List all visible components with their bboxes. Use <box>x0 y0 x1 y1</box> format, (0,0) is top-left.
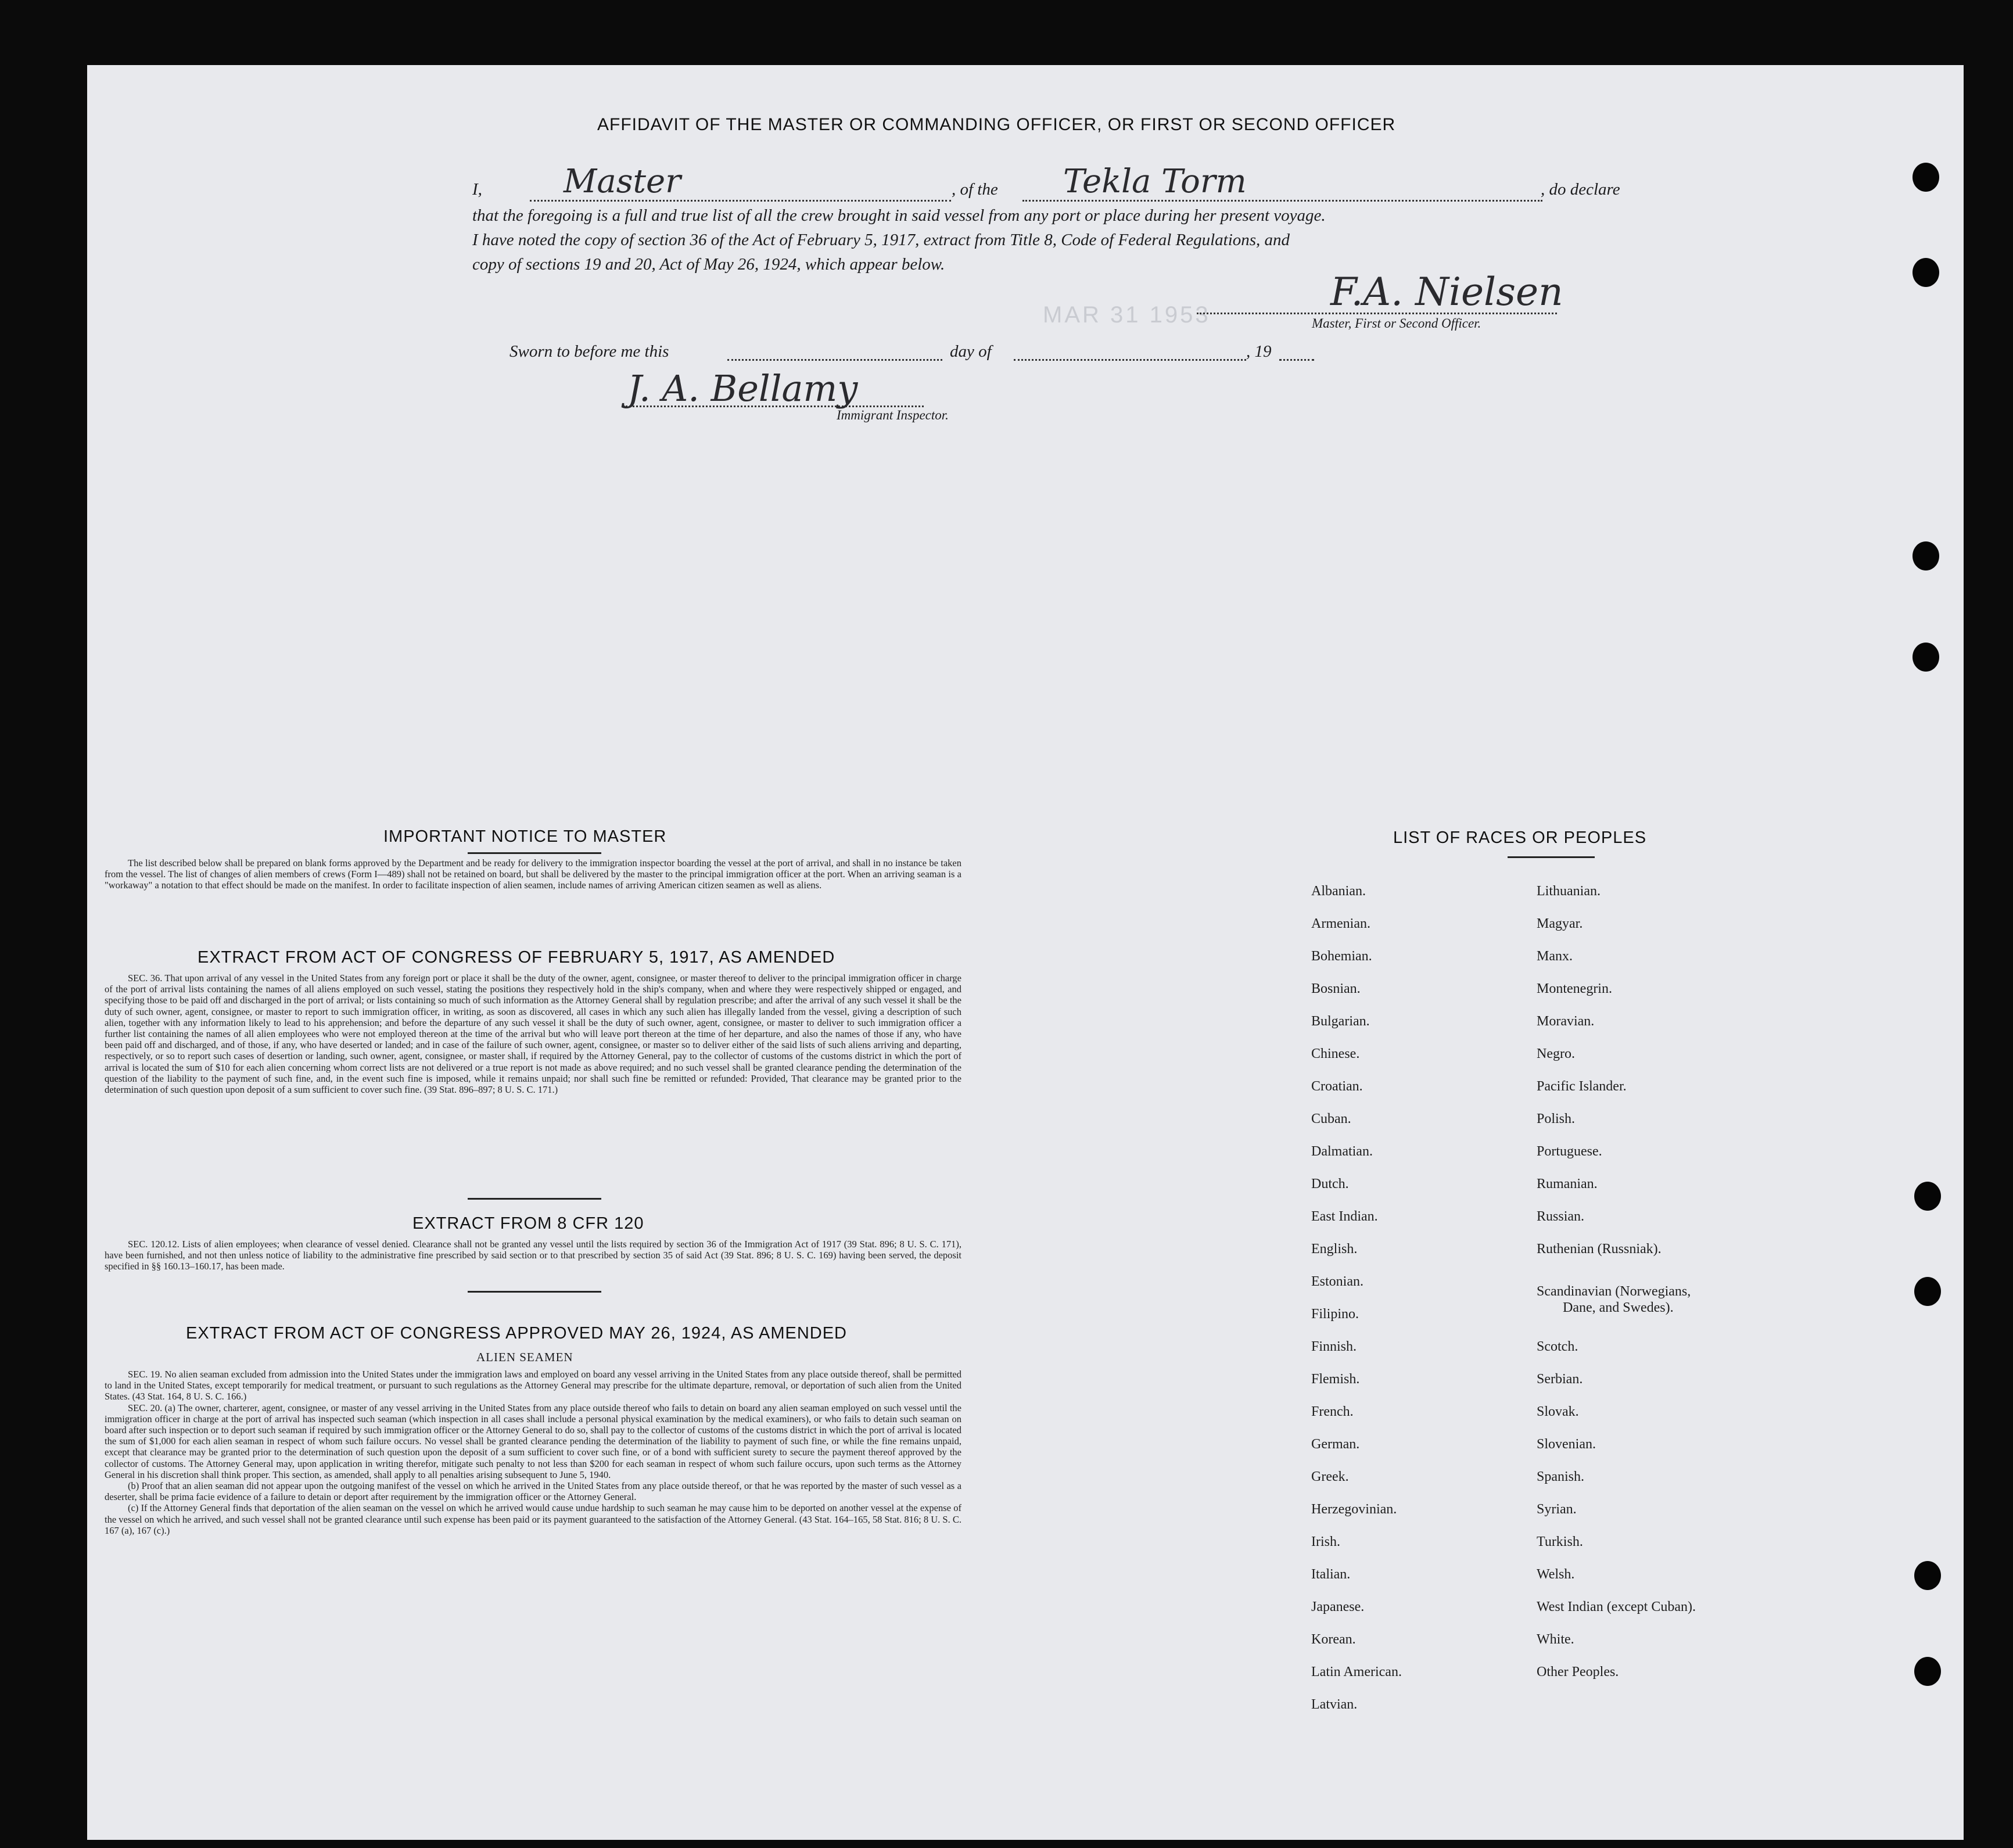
extract-1917-title: EXTRACT FROM ACT OF CONGRESS OF FEBRUARY 5, 1917, AS AMENDED <box>198 948 835 967</box>
races-title: LIST OF RACES OR PEOPLES <box>1393 828 1647 847</box>
sworn-date-line <box>727 359 942 361</box>
extract-cfr-title: EXTRACT FROM 8 CFR 120 <box>412 1214 644 1233</box>
race-item: Turkish. <box>1537 1534 1583 1549</box>
race-item: Rumanian. <box>1537 1176 1598 1192</box>
race-item: White. <box>1537 1632 1574 1647</box>
race-item: Bosnian. <box>1311 981 1361 996</box>
race-item: Filipino. <box>1311 1307 1359 1322</box>
race-item: Syrian. <box>1537 1502 1577 1517</box>
extract-1924-title: EXTRACT FROM ACT OF CONGRESS APPROVED MAY 26, 1924, AS AMENDED <box>186 1324 847 1343</box>
race-item: Bohemian. <box>1311 949 1372 964</box>
extract-1924-body <box>105 1369 961 1536</box>
race-item: Moravian. <box>1537 1014 1595 1029</box>
race-item: Finnish. <box>1311 1339 1357 1354</box>
race-item: Magyar. <box>1537 916 1583 931</box>
race-item: Estonian. <box>1311 1274 1363 1289</box>
sworn-day-of: day of <box>950 342 992 361</box>
race-item: Irish. <box>1311 1534 1340 1549</box>
race-item: Ruthenian (Russniak). <box>1537 1241 1662 1257</box>
document-sheet <box>87 65 1964 1840</box>
race-item: English. <box>1311 1241 1358 1257</box>
race-item: Russian. <box>1537 1209 1585 1224</box>
race-item: Armenian. <box>1311 916 1370 931</box>
race-item: Lithuanian. <box>1537 884 1601 899</box>
race-item: Slovenian. <box>1537 1437 1596 1452</box>
punch-hole <box>1914 1561 1941 1590</box>
race-item: Latin American. <box>1311 1664 1402 1680</box>
master-signature: F.A. Nielsen <box>1330 270 1563 314</box>
extract-cfr-divider <box>468 1291 601 1293</box>
race-item: Dalmatian. <box>1311 1144 1373 1159</box>
vessel-name-handwriting: Tekla Torm <box>1063 163 1247 200</box>
race-item: Bulgarian. <box>1311 1014 1370 1029</box>
notice-divider <box>468 852 601 854</box>
race-item: Montenegrin. <box>1537 981 1612 996</box>
sworn-year-line <box>1279 359 1314 361</box>
inspector-signature-caption: Immigrant Inspector. <box>837 408 949 422</box>
affidavit-title: AFFIDAVIT OF THE MASTER OR COMMANDING OFFICER, OR FIRST OR SECOND OFFICER <box>597 115 1396 134</box>
master-name-handwriting: Master <box>564 163 681 200</box>
race-item: Croatian. <box>1311 1079 1363 1094</box>
extract-1917-divider <box>468 1198 601 1200</box>
race-item: French. <box>1311 1404 1354 1419</box>
affidavit-of-the: , of the <box>952 180 998 199</box>
race-item: Spanish. <box>1537 1469 1585 1484</box>
extract-cfr-paragraph: SEC. 120.12. Lists of alien employees; when clearance of vessel denied. Clearance shall not be granted any vessel until the lists required by section 36 of the Immigration Act of 1917 (39 Stat. 896; 8 U. S. C. 171), have been furnished, and not then unless notice of liability to the administrative fine prescribed by said section or to that prescribed by section 35 of said Act (39 Stat. 896; 8 U. S. C. 169) having been served, the deposit specified in §§ 160.13–160.17, has been made. <box>105 1239 961 1272</box>
race-item: Japanese. <box>1311 1599 1365 1614</box>
punch-hole <box>1914 1277 1941 1306</box>
extract-1917-body <box>105 973 961 1095</box>
race-item: Korean. <box>1311 1632 1356 1647</box>
race-item: Italian. <box>1311 1567 1351 1582</box>
race-item: Herzegovinian. <box>1311 1502 1397 1517</box>
race-item: Latvian. <box>1311 1697 1358 1712</box>
alien-seamen-subtitle: ALIEN SEAMEN <box>476 1350 573 1364</box>
affidavit-i: I, <box>472 180 482 199</box>
race-item: Scandinavian (Norwegians, <box>1537 1284 1691 1299</box>
race-item: Flemish. <box>1311 1372 1360 1387</box>
punch-hole <box>1914 1182 1941 1211</box>
race-item: Greek. <box>1311 1469 1349 1484</box>
race-item: Polish. <box>1537 1111 1576 1126</box>
extract-1917-paragraph: SEC. 36. That upon arrival of any vessel in the United States from any foreign port or place it shall be the duty of the owner, agent, consignee, or master thereof to deliver to the principal immigration officer in charge of the port of arrival lists containing the names of all aliens employed on such vessel, stating the positions they respectively hold in the ship's company, when and where they were respectively shipped or engaged, and specifying those to be paid off and discharged in the port of arrival; or lists containing so much of such information as the Attorney General shall by regulation prescribe; and after the arrival of any such vessel it shall be the duty of such owner, agent, consignee, or master to report to such immigration officer, in writing, as soon as discovered, all cases in which any such alien has illegally landed from the vessel, giving a description of such alien, together with any information likely to lead to his apprehension; and before the departure of any such vessel it shall be the duty of such owner, agent, consignee, or master to deliver to such immigration officer a further list containing the names of all alien employees who were not employed thereon at the time of the arrival but who will leave port thereon at the time of her departure, and also the names of those if any, who have been paid off and discharged, and of those, if any, who have deserted or landed; and in case of the failure of such owner, agent, consignee, or master so to deliver either of the said lists of such aliens arriving and departing, respectively, or so to report such cases of desertion or landing, such owner, agent, consignee, or master shall, if required by the Attorney General, pay to the collector of customs of the customs district in which the port of arrival is located the sum of $10 for each alien concerning whom correct lists are not delivered or a true report is not made as above required; and no such vessel shall be granted clearance pending the determination of the question of the liability to the payment of such fine, and, in the event such fine is imposed, while it remains unpaid; nor shall such fine be remitted or refunded: Provided, That clearance may be granted prior to the determination of such question upon deposit of a sum sufficient to cover such fine. (39 Stat. 896–897; 8 U. S. C. 171.) <box>105 973 961 1096</box>
race-item: Welsh. <box>1537 1567 1575 1582</box>
races-divider <box>1508 856 1595 858</box>
sworn-text: Sworn to before me this <box>509 342 669 361</box>
punch-hole <box>1912 643 1939 672</box>
inspector-signature: J. A. Bellamy <box>627 367 858 410</box>
race-item: German. <box>1311 1437 1360 1452</box>
race-item: Serbian. <box>1537 1372 1583 1387</box>
master-signature-caption: Master, First or Second Officer. <box>1312 316 1481 331</box>
sec19-paragraph: SEC. 19. No alien seaman excluded from admission into the United States under the immigration laws and employed on board any vessel arriving in the United States from any place outside thereof, shall be permitted to land in the United States, except temporarily for medical treatment, or pursuant to such regulations as the Attorney General may prescribe for the ultimate departure, removal, or deportation of such alien from the United States. (43 Stat. 164, 8 U. S. C. 166.) <box>105 1369 961 1402</box>
affidavit-line4: copy of sections 19 and 20, Act of May 26, 1924, which appear below. <box>472 255 945 274</box>
race-item: Dane, and Swedes). <box>1563 1300 1674 1315</box>
sec20c-paragraph: (c) If the Attorney General finds that deportation of the alien seaman on the vessel on which he arrived would cause undue hardship to such seaman he may cause him to be deported on another vessel at the expense of the vessel on which he arrived, and such vessel shall not be granted clearance until such expense has been paid or its payment guaranteed to the satisfaction of the Attorney General. (43 Stat. 164–165, 58 Stat. 816; 8 U. S. C. 167 (a), 167 (c).) <box>105 1502 961 1536</box>
race-item: Negro. <box>1537 1046 1575 1061</box>
race-item: Manx. <box>1537 949 1573 964</box>
notice-title: IMPORTANT NOTICE TO MASTER <box>383 827 667 846</box>
punch-hole <box>1912 258 1939 287</box>
race-item: East Indian. <box>1311 1209 1378 1224</box>
affidavit-do-declare: , do declare <box>1541 180 1620 199</box>
race-item: Cuban. <box>1311 1111 1351 1126</box>
race-item: Scotch. <box>1537 1339 1578 1354</box>
affidavit-line2: that the foregoing is a full and true list of all the crew brought in said vessel from any port or place during her present voyage. <box>472 206 1326 225</box>
date-stamp: MAR 31 1953 <box>1043 302 1211 328</box>
race-item: Chinese. <box>1311 1046 1360 1061</box>
race-item: Dutch. <box>1311 1176 1349 1192</box>
race-item: Slovak. <box>1537 1404 1579 1419</box>
sworn-month-line <box>1014 359 1246 361</box>
race-item: Pacific Islander. <box>1537 1079 1627 1094</box>
sworn-year: , 19 <box>1246 342 1272 361</box>
sec20a-paragraph: SEC. 20. (a) The owner, charterer, agent, consignee, or master of any vessel arriving in the United States from any place outside thereof who fails to detain on board any alien seaman employed on such vessel until the immigration officer in charge at the port of arrival has inspected such seaman (which inspection in all cases shall include a personal physical examination by the medical examiners), or who fails to detain such seaman on board after such inspection or to deport such seaman if required by such immigration officer or the Attorney General to do so, shall pay to the collector of customs of the customs district in which the port of arrival is located the sum of $1,000 for each alien seaman in respect of whom such failure occurs. No vessel shall be granted clearance pending the determination of the liability to payment of such fine, or while the fine remains unpaid, except that clearance may be granted prior to the determination of such question upon the deposit of a sum sufficient to cover such fine, or of a bond with sufficient surety to secure the payment thereof approved by the collector of customs. The Attorney General may, upon application in writing therefor, mitigate such penalty to not less than $200 for each seaman in respect of whom such failure occurs, upon such terms as the Attorney General in his discretion shall think proper. This section, as amended, shall apply to all penalties arising subsequent to June 5, 1940. <box>105 1402 961 1480</box>
extract-cfr-body <box>105 1239 961 1272</box>
punch-hole <box>1912 163 1939 192</box>
notice-paragraph: The list described below shall be prepared on blank forms approved by the Department and be ready for delivery to the immigration inspector boarding the vessel at the port of arrival, and shall in no instance be taken from the vessel. The list of changes of alien members of crews (Form I—489) shall not be retained on board, but shall be delivered by the master to the principal immigration officer at the port. When an arriving seaman is a "workaway" a notation to that effect should be made on the manifest. In order to facilitate inspection of alien seamen, include names of arriving American citizen seamen as well as aliens. <box>105 857 961 891</box>
race-item: Albanian. <box>1311 884 1366 899</box>
punch-hole <box>1912 541 1939 570</box>
affidavit-line3: I have noted the copy of section 36 of the Act of February 5, 1917, extract from Title 8, Code of Federal Regulations, and <box>472 231 1290 249</box>
race-item: West Indian (except Cuban). <box>1537 1599 1696 1614</box>
sec20b-paragraph: (b) Proof that an alien seaman did not appear upon the outgoing manifest of the vessel on which he arrived in the United States from any place outside thereof, or that he was reported by the master of such vessel as a deserter, shall be prima facie evidence of a failure to detain or deport after requirement by the immigration officer or the Attorney General. <box>105 1480 961 1503</box>
punch-hole <box>1914 1657 1941 1686</box>
race-item: Other Peoples. <box>1537 1664 1619 1680</box>
notice-body <box>105 857 961 891</box>
race-item: Portuguese. <box>1537 1144 1602 1159</box>
